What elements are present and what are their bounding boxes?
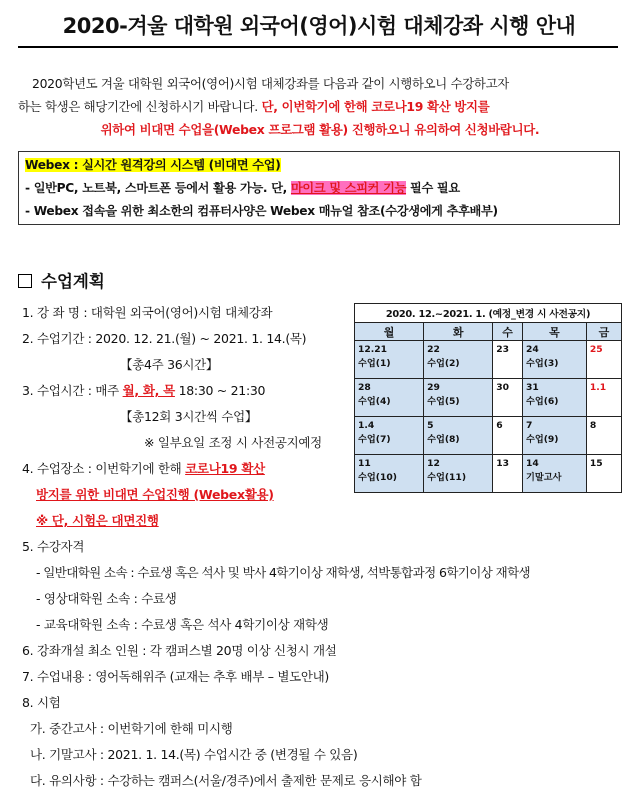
calendar-day-cell bbox=[355, 455, 424, 493]
calendar-day-cell bbox=[355, 379, 424, 417]
calendar-day-cell bbox=[355, 341, 424, 379]
calendar-day-cell bbox=[522, 379, 586, 417]
plan-place-red-3 bbox=[36, 511, 159, 529]
calendar-week-row bbox=[355, 455, 622, 493]
title-underline bbox=[18, 46, 618, 48]
intro-line-2 bbox=[18, 99, 489, 114]
webex-mic-highlight: 마이크 및 스피커 기능 bbox=[290, 181, 407, 195]
calendar-session: 수업(5) bbox=[427, 396, 460, 407]
webex-line-1 bbox=[25, 154, 613, 177]
webex-line-3: - Webex 접속을 위한 최소한의 컴퓨터사양은 Webex 매뉴얼 참조(수강생에게 추후배부) bbox=[25, 204, 498, 218]
calendar-session: 수업(2) bbox=[427, 358, 460, 369]
calendar-day-cell bbox=[493, 379, 523, 417]
plan-place bbox=[22, 459, 265, 477]
calendar-session: 수업(6) bbox=[525, 396, 559, 407]
plan-exam-mid: 가. 중간고사 : 이번학기에 한해 미시행 bbox=[30, 721, 233, 736]
calendar-week-row bbox=[355, 379, 622, 417]
plan-place-red-2-text: 방지를 위한 비대면 수업진행 (Webex활용) bbox=[36, 487, 274, 502]
calendar-header: 금 bbox=[586, 323, 621, 341]
calendar-body bbox=[355, 341, 622, 493]
calendar-week-row bbox=[355, 417, 622, 455]
plan-time-note: ※ 일부요일 조정 시 사전공지예정 bbox=[144, 435, 322, 450]
plan-exam-note: 다. 유의사항 : 수강하는 캠퍼스(서울/경주)에서 출제한 문제로 응시해야 함 bbox=[30, 773, 422, 788]
plan-place-red-1: 코로나19 확산 bbox=[185, 461, 265, 476]
calendar-date: 31 bbox=[525, 382, 539, 393]
calendar-date: 8 bbox=[589, 420, 597, 431]
calendar-day-cell bbox=[355, 417, 424, 455]
calendar-date: 7 bbox=[525, 420, 533, 431]
calendar-day-cell bbox=[522, 417, 586, 455]
plan-time-total: 【총12회 3시간씩 수업】 bbox=[120, 409, 258, 424]
calendar-header: 월 bbox=[355, 323, 424, 341]
plan-time-a: 3. 수업시간 : 매주 bbox=[22, 383, 123, 398]
plan-place-red-2 bbox=[36, 485, 274, 503]
calendar-session: 수업(4) bbox=[358, 396, 391, 407]
calendar-session: 수업(10) bbox=[358, 472, 397, 483]
webex-line-2 bbox=[25, 177, 613, 200]
calendar-day-cell bbox=[522, 341, 586, 379]
schedule-calendar bbox=[354, 303, 622, 493]
calendar-day-cell bbox=[424, 341, 493, 379]
calendar-day-cell bbox=[586, 379, 621, 417]
calendar-session: 수업(7) bbox=[358, 434, 391, 445]
calendar-week-row bbox=[355, 341, 622, 379]
plan-content: 7. 수업내용 : 영어독해위주 (교재는 추후 배부 – 별도안내) bbox=[22, 669, 330, 684]
plan-place-a: 4. 수업장소 : 이번학기에 한해 bbox=[22, 461, 186, 476]
calendar-header: 목 bbox=[522, 323, 586, 341]
intro-paragraph bbox=[18, 72, 622, 141]
calendar-header: 화 bbox=[424, 323, 493, 341]
calendar-date: 14 bbox=[525, 458, 539, 469]
plan-elig-general: - 일반대학원 소속 : 수료생 혹은 석사 및 박사 4학기이상 재학생, 석박통합과정 6학기이상 재학생 bbox=[36, 565, 531, 580]
calendar-date: 24 bbox=[525, 344, 539, 355]
calendar-date: 12 bbox=[427, 458, 440, 469]
calendar-date: 6 bbox=[496, 420, 503, 431]
calendar-session: 수업(8) bbox=[427, 434, 460, 445]
webex-info-box bbox=[18, 151, 620, 225]
calendar-date: 12.21 bbox=[358, 344, 388, 355]
section-heading bbox=[18, 268, 105, 292]
calendar-day-cell bbox=[424, 455, 493, 493]
intro-line-2-red: 단, 이번학기에 한해 코로나19 확산 방지를 bbox=[261, 99, 490, 114]
calendar-date: 28 bbox=[358, 382, 371, 393]
plan-exam: 8. 시험 bbox=[22, 695, 61, 710]
calendar-day-cell bbox=[522, 455, 586, 493]
calendar-date: 23 bbox=[496, 344, 509, 355]
webex-title-highlight: Webex : 실시간 원격강의 시스템 (비대면 수업) bbox=[25, 158, 281, 172]
calendar-session: 기말고사 bbox=[525, 472, 562, 483]
plan-time-days: 월, 화, 목 bbox=[122, 383, 175, 398]
calendar-caption: 2020. 12.~2021. 1. (예정_변경 시 사전공지) bbox=[355, 304, 622, 323]
calendar-date: 1.1 bbox=[589, 382, 607, 393]
calendar-day-cell bbox=[586, 417, 621, 455]
calendar-date: 25 bbox=[589, 344, 603, 355]
webex-line-2-a: - 일반PC, 노트북, 스마트폰 등에서 활용 가능. 단, bbox=[25, 181, 291, 195]
plan-exam-final: 나. 기말고사 : 2021. 1. 14.(목) 수업시간 중 (변경될 수 있음) bbox=[30, 747, 358, 762]
plan-eligibility: 5. 수강자격 bbox=[22, 539, 85, 554]
calendar-session: 수업(1) bbox=[358, 358, 391, 369]
calendar-header: 수 bbox=[493, 323, 523, 341]
calendar-day-cell bbox=[586, 341, 621, 379]
plan-course-name: 1. 강 좌 명 : 대학원 외국어(영어)시험 대체강좌 bbox=[22, 305, 273, 320]
calendar-day-cell bbox=[424, 379, 493, 417]
intro-line-3-red: 위하여 비대면 수업을(Webex 프로그램 활용) 진행하오니 유의하여 신청바랍니다. bbox=[100, 122, 540, 137]
checkbox-square-icon bbox=[18, 274, 32, 288]
calendar-session: 수업(11) bbox=[427, 472, 467, 483]
plan-elig-edu: - 교육대학원 소속 : 수료생 혹은 석사 4학기이상 재학생 bbox=[36, 617, 329, 632]
calendar-date: 29 bbox=[427, 382, 440, 393]
section-title-text: 수업계획 bbox=[41, 272, 105, 291]
calendar-date: 15 bbox=[589, 458, 603, 469]
calendar-date: 5 bbox=[427, 420, 434, 431]
plan-period-total: 【총4주 36시간】 bbox=[120, 357, 219, 372]
plan-period: 2. 수업기간 : 2020. 12. 21.(월) ~ 2021. 1. 14.(목) bbox=[22, 331, 307, 346]
calendar-date: 30 bbox=[496, 382, 509, 393]
calendar-session: 수업(9) bbox=[525, 434, 559, 445]
plan-elig-media: - 영상대학원 소속 : 수료생 bbox=[36, 591, 177, 606]
intro-line-2-text: 하는 학생은 해당기간에 신청하시기 바랍니다. bbox=[18, 99, 262, 114]
plan-time bbox=[22, 381, 265, 399]
plan-time-b: 18:30 ~ 21:30 bbox=[174, 383, 266, 398]
page-title: 2020-겨울 대학원 외국어(영어)시험 대체강좌 시행 안내 bbox=[62, 14, 576, 38]
intro-line-1: 2020학년도 겨울 대학원 외국어(영어)시험 대체강좌를 다음과 같이 시행하오니 수강하고자 bbox=[32, 76, 509, 91]
calendar-day-cell bbox=[493, 341, 523, 379]
calendar-date: 11 bbox=[358, 458, 371, 469]
calendar-day-cell bbox=[493, 455, 523, 493]
calendar-date: 22 bbox=[427, 344, 440, 355]
calendar-day-cell bbox=[586, 455, 621, 493]
calendar-day-cell bbox=[493, 417, 523, 455]
plan-place-red-3-text: ※ 단, 시험은 대면진행 bbox=[36, 513, 159, 528]
calendar-date: 1.4 bbox=[358, 420, 375, 431]
calendar-date: 13 bbox=[496, 458, 509, 469]
calendar-session: 수업(3) bbox=[525, 358, 559, 369]
plan-min-enroll: 6. 강좌개설 최소 인원 : 각 캠퍼스별 20명 이상 신청시 개설 bbox=[22, 643, 337, 658]
webex-line-2-b: 필수 필요 bbox=[406, 181, 460, 195]
calendar-day-cell bbox=[424, 417, 493, 455]
